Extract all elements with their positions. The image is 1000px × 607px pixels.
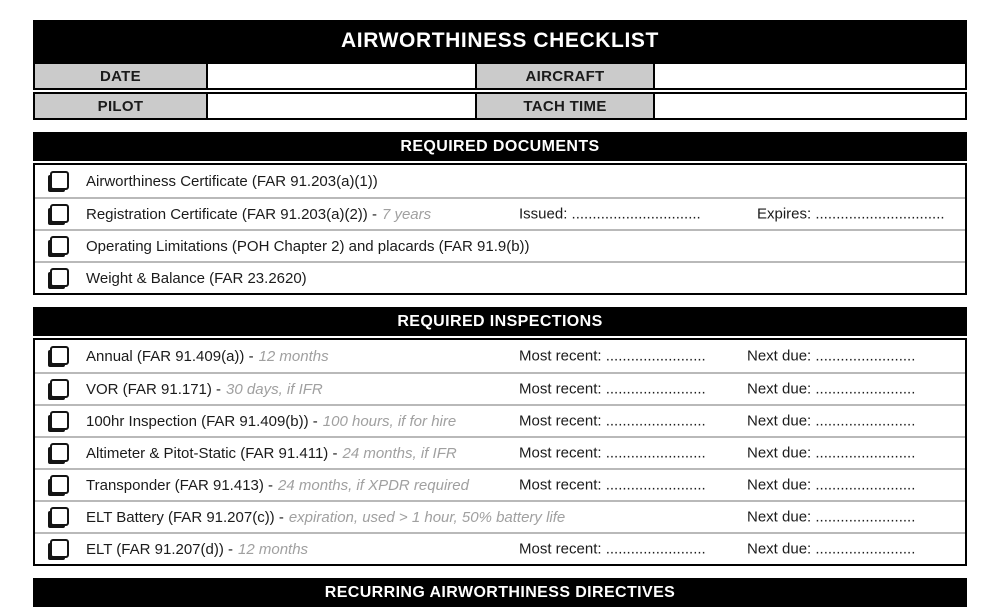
item-text: Annual (FAR 91.409(a)) - (86, 347, 254, 365)
checkbox[interactable] (50, 411, 69, 430)
checkbox[interactable] (50, 204, 69, 223)
checklist-row (35, 436, 965, 468)
next-due-field: Next due: ........................ (747, 508, 916, 526)
item-label (86, 541, 308, 558)
section-body (33, 338, 967, 566)
section-header: REQUIRED INSPECTIONS (33, 307, 967, 336)
item-text: Airworthiness Certificate (FAR 91.203(a)(1)) (86, 172, 378, 190)
checkbox[interactable] (50, 507, 69, 526)
item-text: Operating Limitations (POH Chapter 2) and placards (FAR 91.9(b)) (86, 237, 530, 255)
checkbox[interactable] (50, 475, 69, 494)
item-label (86, 445, 457, 462)
item-note: 100 hours, if for hire (322, 412, 457, 430)
checklist-row (35, 372, 965, 404)
item-label (86, 238, 535, 255)
next-due-field: Next due: ........................ (747, 380, 916, 398)
next-due-field: Next due: ........................ (747, 347, 916, 365)
aircraft-value-cell[interactable] (653, 62, 967, 90)
checklist-row (35, 340, 965, 372)
required-inspections-section (33, 307, 967, 566)
aircraft-label: AIRCRAFT (475, 62, 655, 90)
checklist-row (35, 468, 965, 500)
item-note: 7 years (381, 205, 432, 223)
tach-time-value-cell[interactable] (653, 92, 967, 120)
most-recent-field: Most recent: ........................ (519, 380, 706, 398)
checklist-row (35, 404, 965, 436)
checkbox[interactable] (50, 268, 69, 287)
checkbox[interactable] (50, 346, 69, 365)
tach-time-label: TACH TIME (475, 92, 655, 120)
checklist-row (35, 261, 965, 293)
info-row (33, 92, 967, 120)
item-text: ELT (FAR 91.207(d)) - (86, 540, 233, 558)
item-label (86, 206, 431, 223)
item-text: Altimeter & Pitot-Static (FAR 91.411) - (86, 444, 338, 462)
item-label (86, 413, 456, 430)
checklist-row (35, 197, 965, 229)
checkbox[interactable] (50, 171, 69, 190)
most-recent-field: Most recent: ........................ (519, 347, 706, 365)
item-note: 24 months, if XPDR required (278, 476, 469, 494)
most-recent-field: Most recent: ........................ (519, 540, 706, 558)
section-header: REQUIRED DOCUMENTS (33, 132, 967, 161)
checklist-row (35, 532, 965, 564)
page-title: AIRWORTHINESS CHECKLIST (33, 20, 967, 62)
item-label (86, 477, 469, 494)
item-label (86, 173, 383, 190)
next-due-field: Next due: ........................ (747, 540, 916, 558)
most-recent-field: Most recent: ........................ (519, 444, 706, 462)
most-recent-field: Most recent: ........................ (519, 412, 706, 430)
airworthiness-checklist-form (33, 20, 967, 607)
pilot-value-cell[interactable] (206, 92, 477, 120)
checkbox[interactable] (50, 236, 69, 255)
date-label: DATE (33, 62, 208, 90)
item-note: 12 months (258, 347, 329, 365)
item-text: Weight & Balance (FAR 23.2620) (86, 269, 307, 287)
item-text: Registration Certificate (FAR 91.203(a)(2)) - (86, 205, 377, 223)
date-value-cell[interactable] (206, 62, 477, 90)
recurring-directives-section (33, 578, 967, 607)
next-due-field: Next due: ........................ (747, 412, 916, 430)
info-table (33, 62, 967, 120)
item-label (86, 270, 312, 287)
most-recent-field: Most recent: ........................ (519, 476, 706, 494)
item-text: Transponder (FAR 91.413) - (86, 476, 274, 494)
item-text: ELT Battery (FAR 91.207(c)) - (86, 508, 284, 526)
next-due-field: Next due: ........................ (747, 444, 916, 462)
section-body (33, 163, 967, 295)
checkbox[interactable] (50, 539, 69, 558)
expires-field: Expires: ............................... (757, 205, 945, 223)
item-label (86, 509, 565, 526)
checklist-row (35, 165, 965, 197)
checkbox[interactable] (50, 443, 69, 462)
item-label (86, 381, 323, 398)
checklist-row (35, 500, 965, 532)
item-text: VOR (FAR 91.171) - (86, 380, 222, 398)
item-note: 30 days, if IFR (226, 380, 323, 398)
pilot-label: PILOT (33, 92, 208, 120)
item-text: 100hr Inspection (FAR 91.409(b)) - (86, 412, 318, 430)
item-note: 24 months, if IFR (342, 444, 457, 462)
item-note: expiration, used > 1 hour, 50% battery life (288, 508, 566, 526)
required-documents-section (33, 132, 967, 295)
section-header: RECURRING AIRWORTHINESS DIRECTIVES (33, 578, 967, 607)
item-label (86, 348, 329, 365)
issued-field: Issued: ............................... (519, 205, 701, 223)
item-note: 12 months (238, 540, 309, 558)
info-row (33, 62, 967, 90)
checkbox[interactable] (50, 379, 69, 398)
checklist-row (35, 229, 965, 261)
next-due-field: Next due: ........................ (747, 476, 916, 494)
